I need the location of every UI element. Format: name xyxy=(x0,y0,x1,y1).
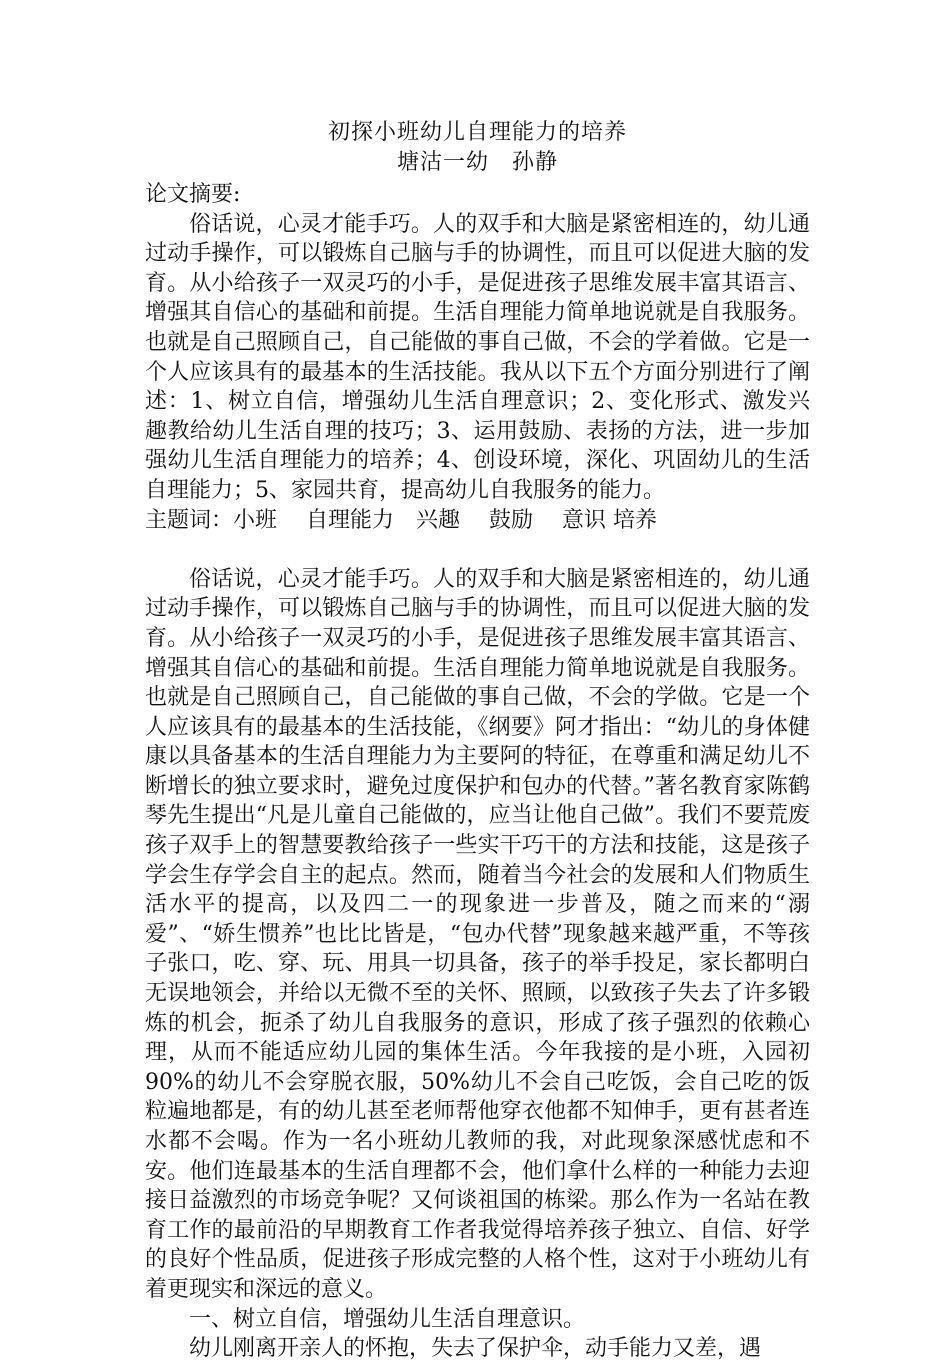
abstract-paragraph: 俗话说，心灵才能手巧。人的双手和大脑是紧密相连的，幼儿通过动手操作，可以锻炼自己脑与手的协调性，而且可以促进大脑的发育。从小给孩子一双灵巧的小手，是促进孩子思维发展丰富其语言、增强其自信心的基础和前提。生活自理能力简单地说就是自我服务。也就是自己照顾自己，自己能做的事自己做，不会的学着做。它是一个人应该具有的最基本的生活技能。我从以下五个方面分别进行了阐述：1、树立自信，增强幼儿生活自理意识；2、变化形式、激发兴趣教给幼儿生活自理的技巧；3、运用鼓励、表扬的方法，进一步加强幼儿生活自理能力的培养；4、创设环境，深化、巩固幼儿的生活自理能力；5、家园共育，提高幼儿自我服务的能力。 xyxy=(145,211,810,503)
document-author: 塘沽一幼 孙静 xyxy=(396,150,558,175)
section-heading: 一、树立自信，增强幼儿生活自理意识。 xyxy=(189,1306,586,1332)
document-title: 初探小班幼儿自理能力的培养 xyxy=(327,120,627,145)
body-last-line: 幼儿刚离开亲人的怀抱，失去了保护伞，动手能力又差，遇 xyxy=(189,1336,762,1362)
abstract-label: 论文摘要: xyxy=(145,182,241,207)
body-paragraph: 俗话说，心灵才能手巧。人的双手和大脑是紧密相连的，幼儿通过动手操作，可以锻炼自己脑与手的协调性，而且可以促进大脑的发育。从小给孩子一双灵巧的小手，是促进孩子思维发展丰富其语言、增强其自信心的基础和前提。生活自理能力简单地说就是自我服务。也就是自己照顾自己，自己能做的事自己做，不会的学做。它是一个人应该具有的最基本的生活技能，《纲要》阿才指出：“幼儿的身体健康以具备基本的生活自理能力为主要阿的特征，在尊重和满足幼儿不断增长的独立要求时，避免过度保护和包办的代替。”著名教育家陈鹤琴先生提出“凡是儿童自己能做的，应当让他自己做”。我们不要荒废孩子双手上的智慧要教给孩子一些实干巧干的方法和技能，这是孩子学会生存学会自主的起点。然而，随着当今社会的发展和人们物质生活水平的提高，以及四二一的现象进一步普及，随之而来的“溺爱”、“娇生惯养”也比比皆是，“包办代替”现象越来越严重，不等孩子张口，吃、穿、玩、用具一切具备，孩子的举手投足，家长都明白无误地领会，并给以无微不至的关怀、照顾，以致孩子失去了许多锻炼的机会，扼杀了幼儿自我服务的意识，形成了孩子强烈的依赖心理，从而不能适应幼儿园的集体生活。今年我接的是小班，入园初90%的幼儿不会穿脱衣服，50%幼儿不会自己吃饭，会自己吃的饭粒遍地都是，有的幼儿甚至老师帮他穿衣他都不知伸手，更有甚者连水都不会喝。作为一名小班幼儿教师的我，对此现象深感忧虑和不安。他们连最基本的生活自理都不会，他们拿什么样的一种能力去迎接日益激烈的市场竞争呢？又何谈祖国的栋梁。那么作为一名站在教育工作的最前沿的早期教育工作者我觉得培养孩子独立、自信、好学的良好个性品质，促进孩子形成完整的人格个性，这对于小班幼儿有着更现实和深远的意义。 xyxy=(145,566,810,1302)
document-page xyxy=(145,118,810,1364)
blank-line xyxy=(145,535,810,565)
keywords-line: 主题词：小班 自理能力 兴趣 鼓励 意识 培养 xyxy=(145,507,657,533)
